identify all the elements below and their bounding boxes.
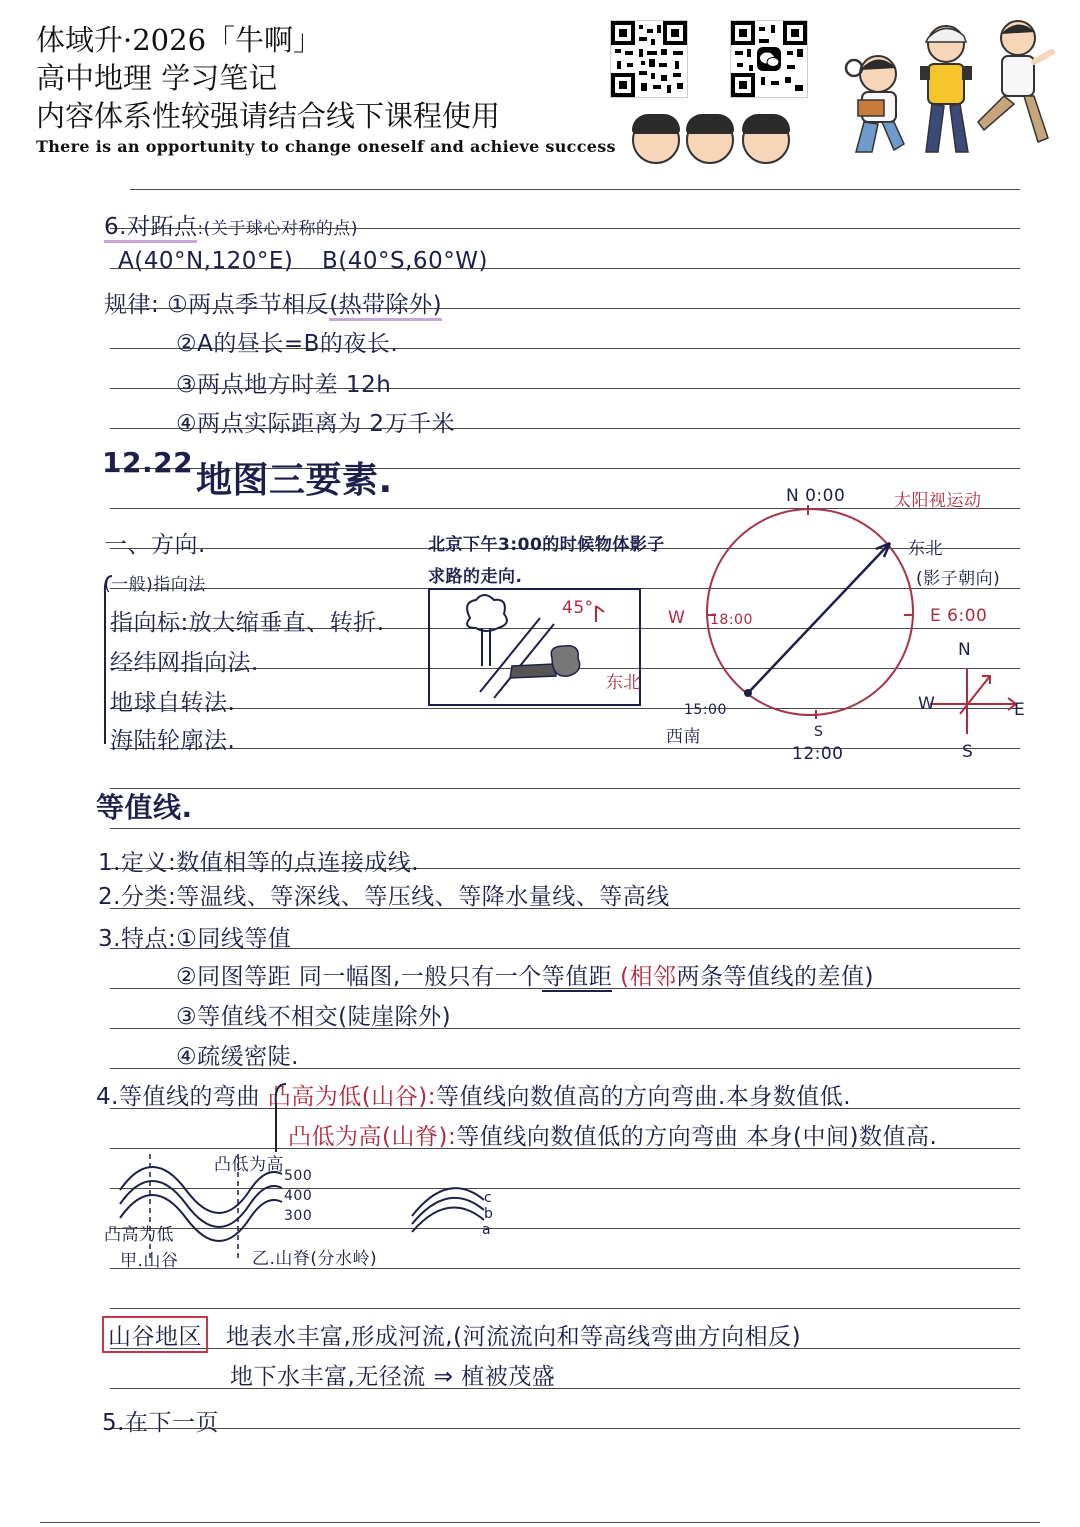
valley-area-line-1: 地表水丰富,形成河流,(河流流向和等高线弯曲方向相反) — [226, 1324, 802, 1350]
isoline-feature-2-tail: 两条等值线的差值) — [676, 964, 875, 990]
ruled-line — [110, 1428, 1020, 1429]
circle-ne-note: (影子朝向) — [916, 569, 1001, 589]
arc-label-b: b — [484, 1206, 494, 1222]
circle-n-label: N 0:00 — [786, 486, 846, 506]
qr-code-icon — [610, 20, 688, 98]
circle-w-time: 18:00 — [710, 612, 753, 628]
antipode-rule-1-note: (热带除外) — [329, 292, 442, 321]
shadow-angle: 45° — [562, 598, 594, 618]
direction-method-2: 经纬网指向法. — [110, 650, 259, 676]
antipode-rule-1: ①两点季节相反 — [167, 292, 330, 318]
isoline-heading: 等值线. — [96, 791, 193, 824]
antipode-title-note: :(关于球心对称的点) — [197, 219, 358, 239]
wechat-qr-code-icon — [730, 20, 808, 98]
antipode-rule-2: ②A的昼长=B的夜长. — [176, 331, 399, 357]
header-line-3: 内容体系性较强请结合线下课程使用 — [36, 99, 501, 133]
circle-sw-time: 15:00 — [684, 702, 727, 718]
cartoon-face-icon — [686, 116, 734, 164]
compass-w: W — [918, 694, 936, 714]
header-tagline: There is an opportunity to change oneself and achieve success — [36, 137, 616, 156]
isoline-bend-line-1 — [96, 1078, 851, 1111]
isoline-types: 2.分类:等温线、等深线、等压线、等降水量线、等高线 — [98, 884, 670, 910]
circle-s-label: S — [814, 724, 824, 740]
circle-sw-label: 西南 — [666, 727, 701, 747]
diagram-value-500: 500 — [284, 1168, 313, 1184]
isoline-feature-2-line — [176, 958, 874, 991]
isoline-features-label: 3.特点: — [98, 926, 177, 952]
ruled-line — [40, 1522, 1040, 1523]
circle-s-time: 12:00 — [792, 744, 844, 764]
valley-area-line-2: 地下水丰富,无径流 ⇒ 植被茂盛 — [230, 1364, 556, 1390]
antipode-title-line — [104, 208, 358, 241]
map-elements-heading: 地图三要素. — [196, 460, 393, 501]
arc-label-a: a — [482, 1222, 492, 1238]
sun-motion-title: 太阳视运动 — [894, 491, 982, 511]
antipode-rule-label: 规律: — [104, 292, 160, 318]
ruled-line — [110, 1308, 1020, 1309]
direction-section-title: 一、方向. — [104, 532, 206, 558]
isoline-bend-line-2 — [288, 1118, 937, 1151]
diagram-value-300: 300 — [284, 1208, 313, 1224]
cartoon-face-icon — [742, 116, 790, 164]
diagram-convex-low-label: 凸低为高 — [214, 1155, 284, 1175]
antipode-title: 6.对跖点 — [104, 214, 197, 243]
circle-e-label: E 6:00 — [930, 606, 988, 626]
isoline-bend-valley: 凸高为低(山谷): — [267, 1084, 436, 1110]
direction-method-3: 地球自转法. — [110, 690, 236, 716]
bracket-icon — [270, 1080, 288, 1156]
antipode-example-a: A(40°N,120°E) — [118, 248, 294, 274]
compass-e: E — [1014, 700, 1026, 720]
circle-w-label: W — [668, 608, 686, 628]
isoline-feature-1: ①同线等值 — [176, 926, 292, 952]
direction-general: (一般)指向法 — [104, 575, 206, 595]
ruled-line — [110, 788, 1020, 789]
header-line-1: 体域升·2026「牛啊」 — [36, 23, 323, 57]
isoline-bend-valley-text: 等值线向数值高的方向弯曲.本身数值低. — [435, 1084, 852, 1110]
isoline-features-line — [98, 920, 291, 953]
isoline-interval-term: 等值距 — [541, 964, 613, 990]
antipode-rule-1-line — [104, 286, 442, 319]
isoline-feature-3: ③等值线不相交(陡崖除外) — [176, 1004, 452, 1030]
direction-method-4: 海陆轮廓法. — [110, 728, 236, 754]
diagram-ridge-label: 乙.山脊(分水岭) — [252, 1249, 378, 1269]
ruled-line — [110, 828, 1020, 829]
date-heading: 12.22 — [102, 446, 194, 479]
ruled-line — [110, 748, 1020, 749]
direction-method-1: 指向标:放大缩垂直、转折. — [110, 610, 385, 636]
cartoon-students-illustration — [838, 12, 1058, 162]
diagram-valley-label: 甲.山谷 — [120, 1251, 179, 1271]
continued-next-page: 5.在下一页 — [102, 1410, 219, 1436]
shadow-answer: 东北 — [606, 673, 641, 693]
isoline-feature-2: ②同图等距 同一幅图,一般只有一个 — [176, 964, 542, 990]
isoline-definition: 1.定义:数值相等的点连接成线. — [98, 850, 420, 876]
antipode-rule-4: ④两点实际距离为 2万千米 — [176, 411, 456, 437]
direction-problem-line-1: 北京下午3:00的时候物体影子 — [428, 535, 665, 555]
isoline-feature-4: ④疏缓密陡. — [176, 1044, 299, 1070]
antipode-rule-3: ③两点地方时差 12h — [176, 372, 392, 398]
direction-problem-line-2: 求路的走向. — [428, 567, 523, 587]
isoline-bend-label: 4.等值线的弯曲 — [96, 1084, 260, 1110]
circle-ne-label: 东北 — [908, 539, 943, 559]
bracket-icon — [100, 574, 114, 750]
isoline-bend-ridge: 凸低为高(山脊): — [288, 1124, 457, 1150]
isoline-bend-ridge-text: 等值线向数值低的方向弯曲 本身(中间)数值高. — [456, 1124, 938, 1150]
diagram-value-400: 400 — [284, 1188, 313, 1204]
diagram-convex-high-label: 凸高为低 — [104, 1225, 174, 1245]
valley-area-label: 山谷地区 — [102, 1316, 208, 1353]
arc-label-c: c — [484, 1190, 493, 1206]
compass-s: S — [962, 742, 974, 762]
ruled-line — [130, 189, 1020, 190]
cartoon-face-icon — [632, 116, 680, 164]
compass-n: N — [958, 640, 972, 660]
isoline-feature-2-adjacent: (相邻 — [620, 964, 677, 990]
antipode-example-b: B(40°S,60°W) — [322, 248, 488, 274]
header-line-2: 高中地理 学习笔记 — [36, 61, 278, 95]
